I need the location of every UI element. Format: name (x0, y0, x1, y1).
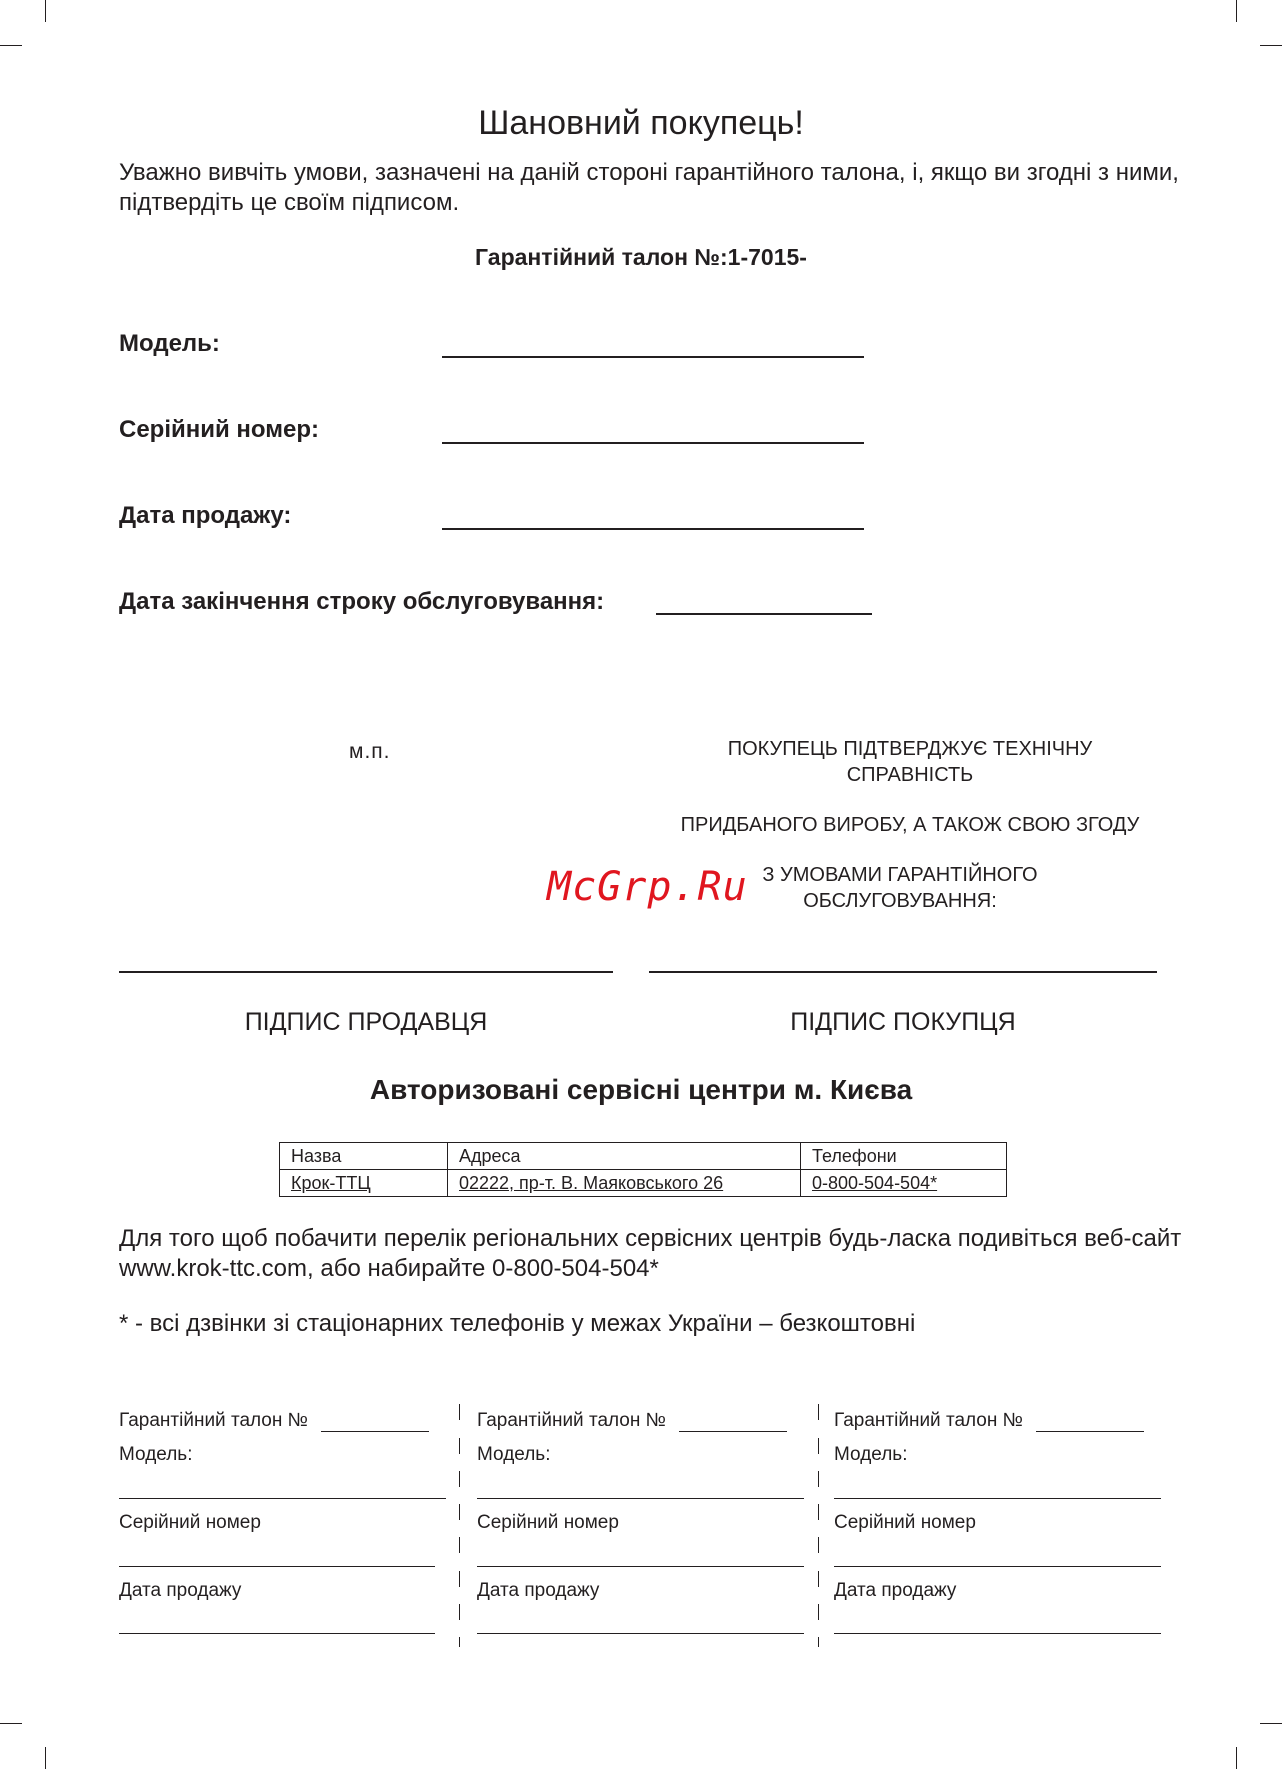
slip-serial-line (477, 1566, 804, 1567)
table-cell: 02222, пр-т. В. Маяковського 26 (448, 1170, 801, 1197)
serial-line (442, 442, 864, 444)
cut-line-dash (459, 1604, 460, 1620)
crop-mark (1260, 1723, 1282, 1724)
cut-line-dash (818, 1438, 819, 1454)
crop-mark (45, 0, 46, 22)
slip-serial-label: Серійний номер (119, 1512, 261, 1533)
slip-model-label: Модель: (119, 1444, 193, 1465)
service-centres-table (279, 1142, 1007, 1197)
cut-line-dash (459, 1537, 460, 1553)
slip-talon-line (321, 1431, 429, 1432)
cut-line-dash (459, 1637, 460, 1647)
service-centres-title: Авторизовані сервісні центри м. Києва (369, 1074, 913, 1105)
buyer-signature-line (649, 971, 1157, 973)
serial-label: Серійний номер: (119, 416, 320, 443)
cut-line-dash (459, 1504, 460, 1520)
sale-date-line (442, 528, 864, 530)
seller-signature-line (119, 971, 613, 973)
stamp-mark: м.п. (349, 740, 391, 763)
cut-line-dash (459, 1471, 460, 1487)
slip-serial-label: Серійний номер (834, 1512, 976, 1533)
column-header: Адреса (448, 1143, 801, 1170)
crop-mark (1236, 1747, 1237, 1769)
regional-centres-note: Для того щоб побачити перелік регіональних сервісних центрів будь-ласка подивіться веб-сайт www.krok-ttc.com, або набирайте 0-800-504-504* (119, 1225, 1182, 1282)
column-header: Назва (280, 1143, 448, 1170)
slip-date-line (477, 1633, 804, 1634)
sale-date-label: Дата продажу: (119, 502, 292, 529)
confirmation-line5: ОБСЛУГОВУВАННЯ: (803, 890, 997, 912)
cut-line-dash (818, 1571, 819, 1587)
confirmation-line1: ПОКУПЕЦЬ ПІДТВЕРДЖУЄ ТЕХНІЧНУ (727, 738, 1093, 760)
service-end-label: Дата закінчення строку обслуговування: (119, 588, 605, 615)
column-header: Телефони (801, 1143, 1007, 1170)
page-title: Шановний покупець! (478, 104, 804, 142)
cut-line-dash (459, 1438, 460, 1454)
table-cell: 0-800-504-504* (801, 1170, 1007, 1197)
slip-talon-line (1036, 1431, 1144, 1432)
confirmation-line2: СПРАВНІСТЬ (846, 764, 974, 786)
slip-date-line (834, 1633, 1161, 1634)
slip-model-line (477, 1498, 804, 1499)
model-line (442, 356, 864, 358)
table-header-row (280, 1143, 1007, 1170)
confirmation-line4: З УМОВАМИ ГАРАНТІЙНОГО (762, 864, 1038, 886)
crop-mark (0, 1723, 22, 1724)
slip-serial-line (119, 1566, 435, 1567)
table-row (280, 1170, 1007, 1197)
slip-talon-label: Гарантійний талон № (834, 1410, 1024, 1431)
slip-serial-label: Серійний номер (477, 1512, 619, 1533)
table-cell: Крок-ТТЦ (280, 1170, 448, 1197)
slip-date-label: Дата продажу (119, 1580, 242, 1601)
cut-line-dash (818, 1404, 819, 1420)
buyer-signature-label: ПІДПИС ПОКУПЦЯ (790, 1008, 1016, 1036)
slip-model-label: Модель: (477, 1444, 551, 1465)
crop-mark (1260, 45, 1282, 46)
slip-model-line (834, 1498, 1161, 1499)
slip-model-line (119, 1498, 446, 1499)
seller-signature-label: ПІДПИС ПРОДАВЦЯ (244, 1008, 488, 1036)
slip-talon-label: Гарантійний талон № (477, 1410, 667, 1431)
slip-talon-line (679, 1431, 787, 1432)
crop-mark (45, 1747, 46, 1769)
cut-line-dash (818, 1637, 819, 1647)
model-label: Модель: (119, 330, 220, 357)
slip-model-label: Модель: (834, 1444, 908, 1465)
cut-line-dash (818, 1604, 819, 1620)
cut-line-dash (818, 1504, 819, 1520)
slip-talon-label: Гарантійний талон № (119, 1410, 309, 1431)
cut-line-dash (459, 1404, 460, 1420)
footnote: * - всі дзвінки зі стаціонарних телефонів у межах України – безкоштовні (119, 1310, 916, 1337)
slip-serial-line (834, 1566, 1161, 1567)
intro-text: Уважно вивчіть умови, зазначені на даній стороні гарантійного талона, і, якщо ви згодні з ними, підтвердіть це своїм підписом. (119, 159, 1179, 216)
confirmation-line3: ПРИДБАНОГО ВИРОБУ, А ТАКОЖ СВОЮ ЗГОДУ (680, 814, 1140, 836)
cut-line-dash (818, 1471, 819, 1487)
service-end-line (656, 613, 872, 615)
talon-number: Гарантійний талон №:1-7015- (475, 244, 807, 270)
slip-date-label: Дата продажу (477, 1580, 600, 1601)
cut-line-dash (818, 1537, 819, 1553)
cut-line-dash (459, 1571, 460, 1587)
slip-date-label: Дата продажу (834, 1580, 957, 1601)
crop-mark (1236, 0, 1237, 22)
watermark-logo: McGrp.Ru (547, 864, 748, 910)
slip-date-line (119, 1633, 435, 1634)
crop-mark (0, 45, 22, 46)
